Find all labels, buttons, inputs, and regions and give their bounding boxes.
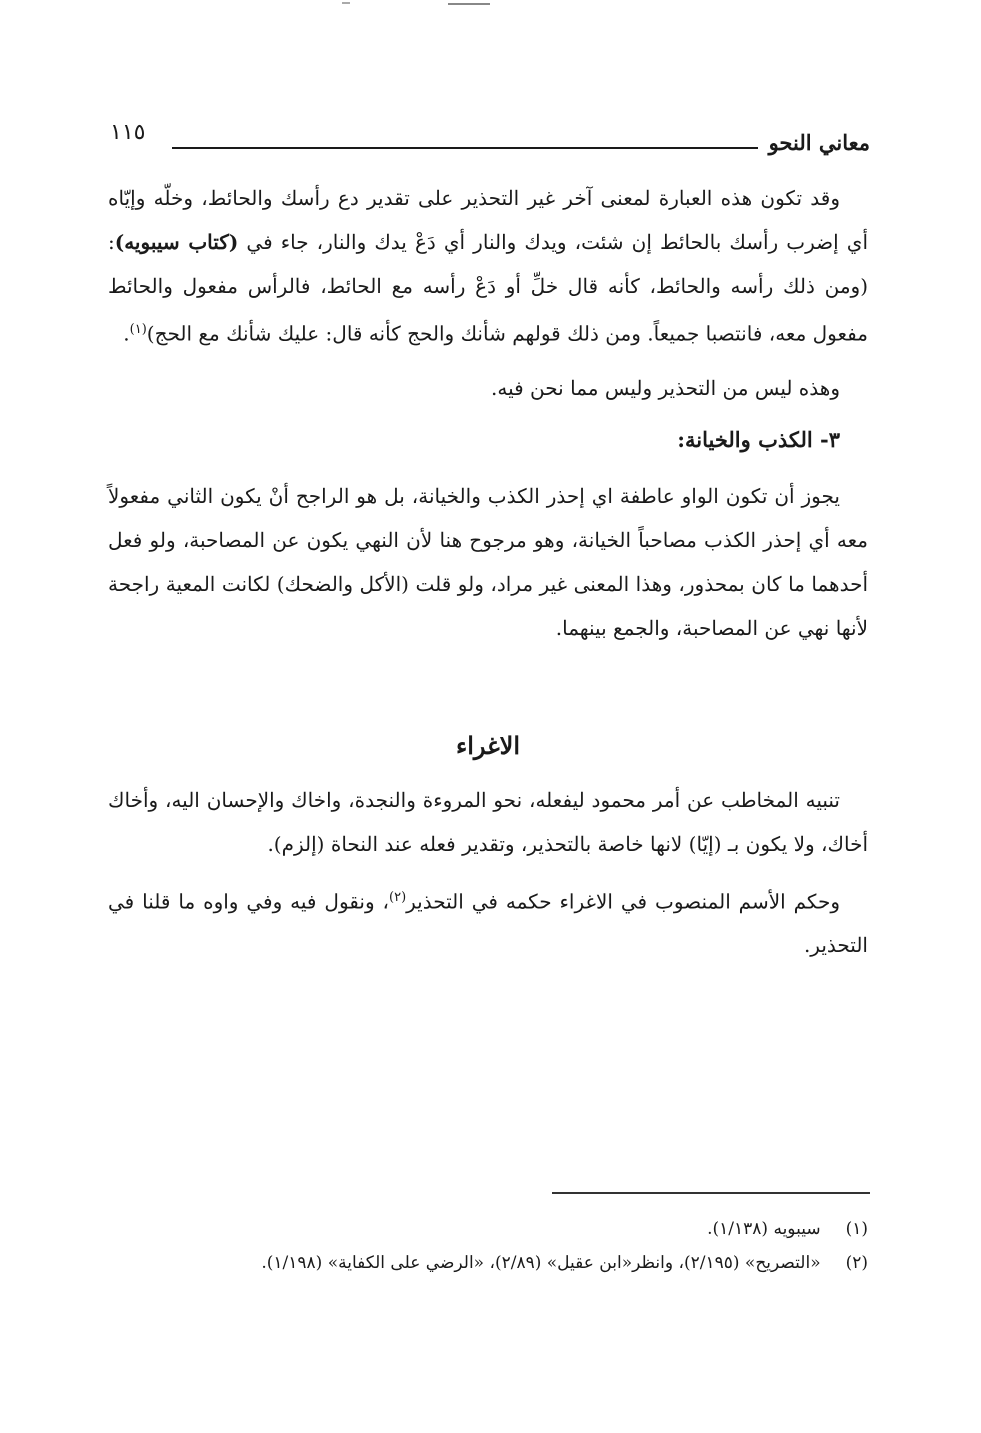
paragraph-1-line-1: وقد تكون هذه العبارة لمعنى آخر غير التحذير على تقدير دع رأسك والحائط، وخلّه — [153, 186, 840, 210]
book-reference: (كتاب سيبويه) — [114, 230, 239, 254]
scan-mark — [342, 2, 350, 4]
running-header — [110, 120, 870, 160]
paragraph-1-end: . — [123, 321, 130, 346]
paragraph-3: يجوز أن تكون الواو عاطفة اي إحذر الكذب والخيانة، بل هو الراجح أنْ يكون الثاني مفعولاً معه أي إحذر الكذب مصاحباً الخيانة، وهو مرجوح هنا لأن النهي يكون عن المصاحبة، ولو فعل أحدهما ما كان بمحذور، وهذا المعنى غير مراد، ولو قلت (الأكل والضحك) لكانت المعية راجحة لأنها نهي عن المصاحبة، والجمع بينهما. — [108, 483, 868, 640]
footnote-number: (١) — [845, 1219, 868, 1239]
paragraph-1 — [108, 176, 868, 356]
paragraph-2: وهذه ليس من التحذير وليس مما نحن فيه. — [491, 375, 840, 400]
footnotes — [150, 1212, 868, 1280]
footnote-number: (٢) — [845, 1253, 868, 1273]
footnote-2 — [150, 1246, 868, 1280]
footnote-text: «التصريح» (٢/١٩٥)، وانظر«ابن عقيل» (٢/٨٩)، «الرضي على الكفاية» (١/١٩٨). — [261, 1253, 821, 1273]
running-title: معاني النحو — [768, 130, 870, 155]
paragraph-1-line-2: وإيّاه أي إضرب رأسك بالحائط إن شئت، ويدك والنار أي دَعْ يدك والنار، جاء في — [108, 186, 868, 254]
paragraph-4: تنبيه المخاطب عن أمر محمود ليفعله، نحو المروءة والنجدة، واخاك والإحسان اليه، وأخاك أخاك، ولا يكون بـ (إيّا) لانها خاصة بالتحذير، وتقدير فعله عند النحاة (إلزم). — [108, 787, 868, 856]
section-title-ighraa: الاغراء — [455, 730, 521, 760]
paragraph-1-rest: فالرأس مفعول والحائط مفعول معه، فانتصبا جميعاً. ومن ذلك قولهم شأنك والحج كأنه قال: عليك شأنك مع الحج) — [108, 274, 868, 346]
page-number: ١١٥ — [110, 120, 146, 145]
paragraph-1-quote: : (ومن ذلك رأسه والحائط، كأنه قال خلِّ أو دَعْ رأسه مع الحائط، — [108, 230, 868, 298]
footnote-1 — [150, 1212, 868, 1246]
main-text — [108, 176, 868, 967]
footnote-separator — [552, 1192, 870, 1194]
scan-mark — [448, 3, 490, 5]
header-rule — [172, 147, 758, 149]
paragraph-5-end: ، ونقول فيه وفي واوه ما قلنا في التحذير. — [108, 889, 868, 958]
footnote-text: سيبويه (١/١٣٨). — [707, 1219, 821, 1239]
paragraph-5-start: وحكم الأسم المنصوب في الاغراء حكمه في التحذير — [406, 889, 840, 914]
footnote-ref-2[interactable]: (٢) — [389, 889, 407, 905]
section-heading-lying-betrayal: ٣- الكذب والخيانة: — [677, 426, 840, 452]
paragraph-5 — [108, 876, 868, 968]
footnote-ref-1[interactable]: (١) — [129, 322, 147, 337]
